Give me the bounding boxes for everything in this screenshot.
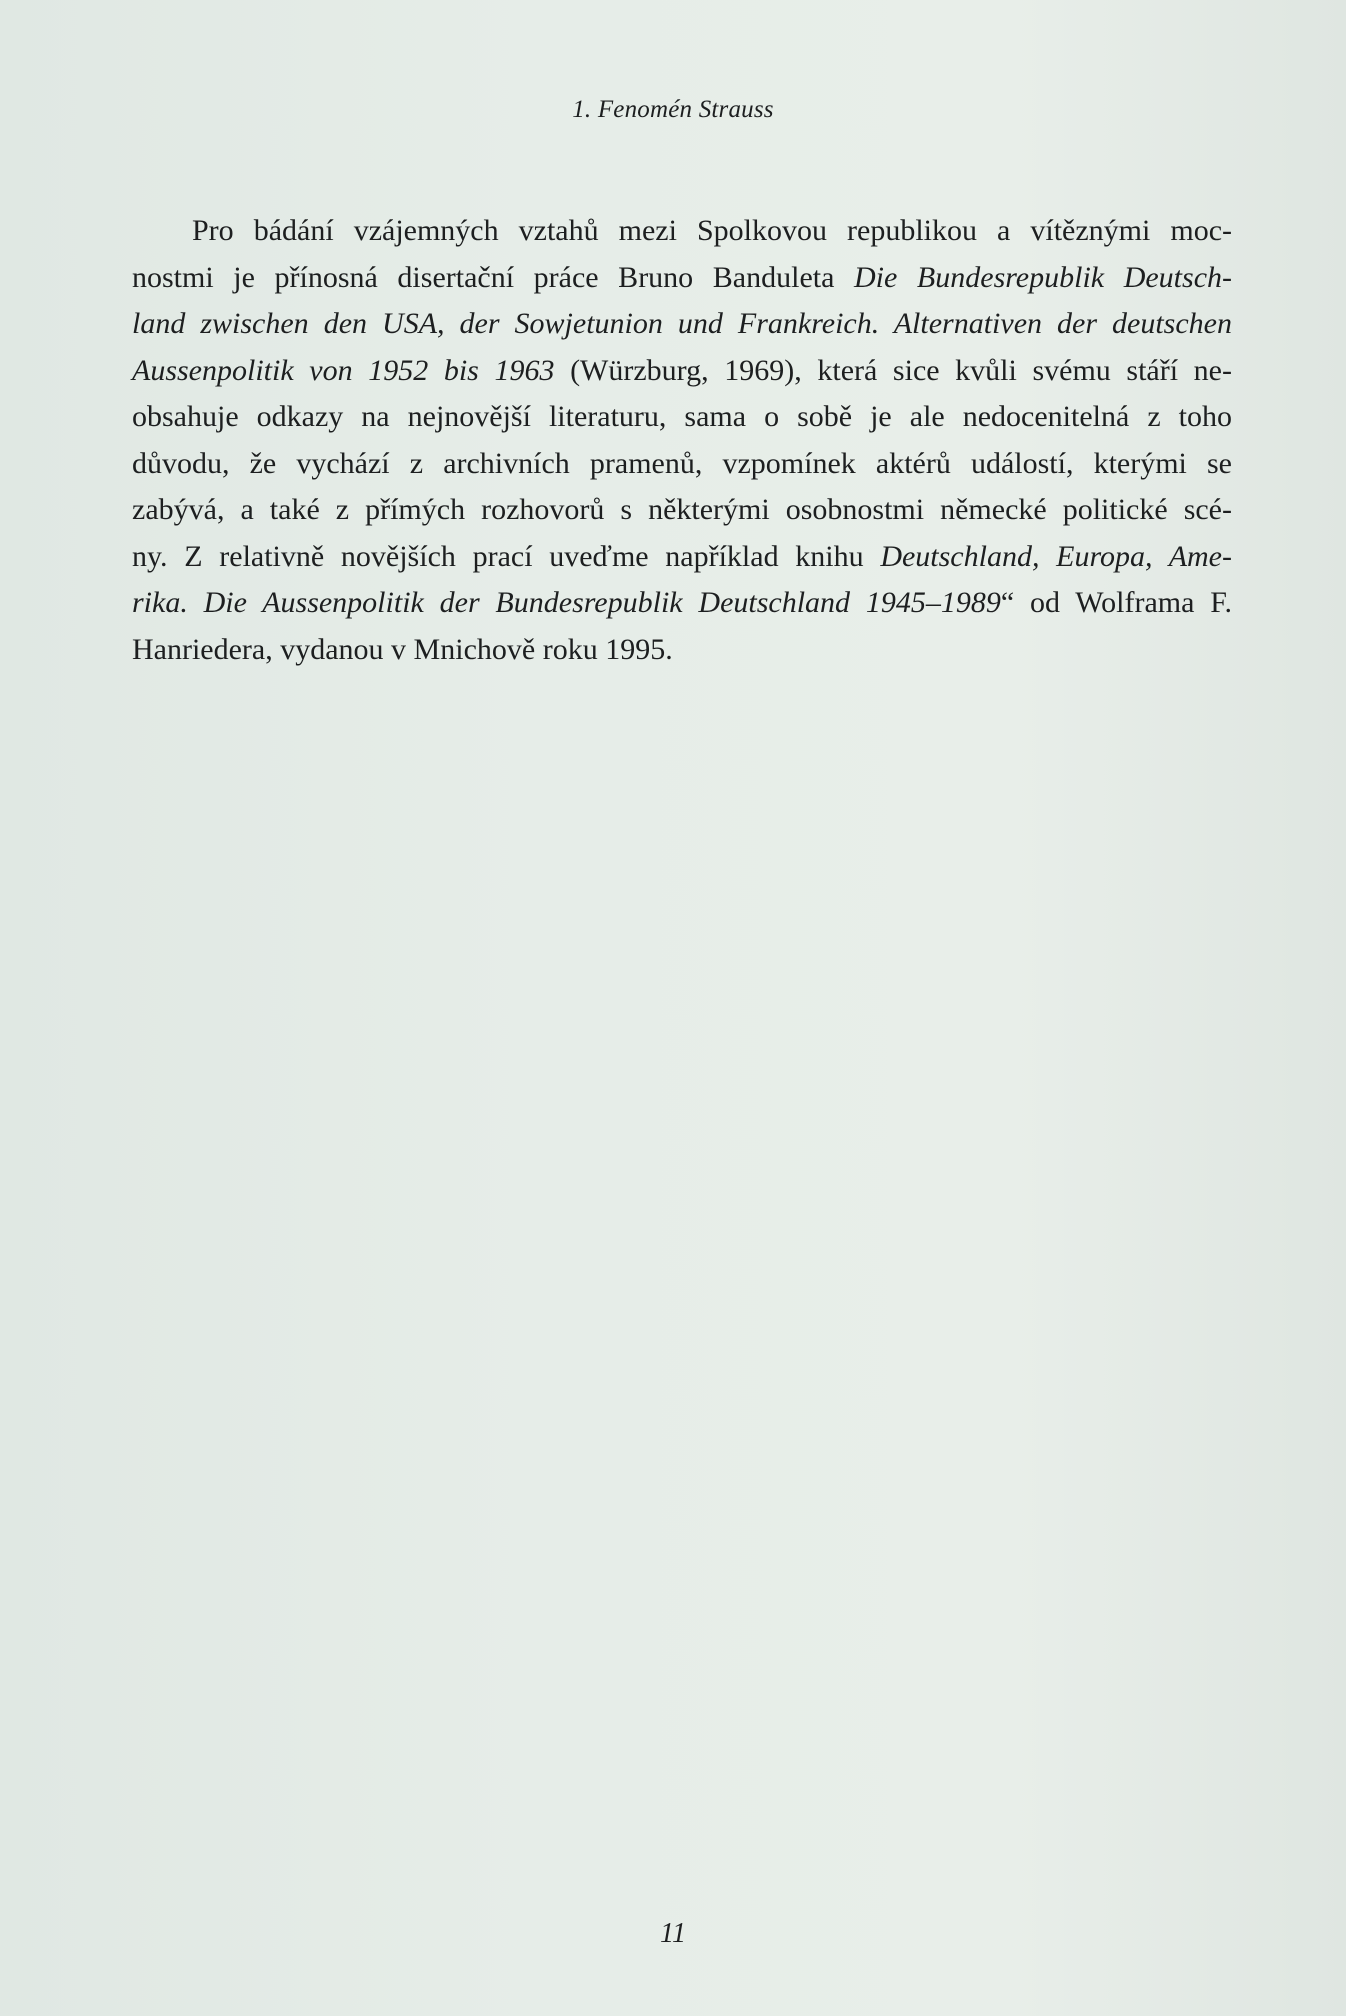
paragraph-line (132, 441, 1232, 488)
paragraph-line (132, 255, 1232, 302)
paragraph-line (132, 301, 1232, 348)
paragraph-line (132, 394, 1232, 441)
text-run: nostmi je přínosná disertační práce Bruno Banduleta (132, 260, 855, 294)
paragraph-text (132, 208, 1232, 673)
text-run: “ od Wolframa F. (1000, 586, 1233, 619)
italic-text-run: land zwischen den USA, der Sowjetunion und Frankreich. Alternativen der deutschen (132, 307, 1232, 340)
paragraph-line (132, 487, 1232, 534)
page-number: 11 (660, 1918, 686, 1949)
italic-text-run: Aussenpolitik von 1952 bis 1963 (132, 353, 555, 387)
body-paragraph (132, 208, 1232, 673)
paragraph-line (132, 627, 1232, 674)
text-run: Pro bádání vzájemných vztahů mezi Spolkovou republikou a vítěznými moc- (192, 214, 1232, 247)
running-head: 1. Fenomén Strauss (572, 96, 774, 123)
italic-text-run: Die Bundesrepublik Deutsch- (854, 260, 1232, 294)
paragraph-line (132, 534, 1232, 581)
text-run: důvodu, že vychází z archivních pramenů, vzpomínek aktérů událostí, kterými se (132, 446, 1232, 480)
text-run: ny. Z relativně novějších prací uveďme například knihu (132, 539, 881, 573)
text-run: Hanriedera, vydanou v Mnichově roku 1995. (132, 632, 673, 666)
text-run: (Würzburg, 1969), která sice kvůli svému stáří ne- (554, 353, 1232, 387)
italic-text-run: Deutschland, Europa, Ame- (880, 539, 1232, 573)
text-run: obsahuje odkazy na nejnovější literaturu, sama o sobě je ale nedocenitelná z toho (132, 400, 1232, 433)
paragraph-line (132, 208, 1232, 255)
text-run: zabývá, a také z přímých rozhovorů s některými osobnostmi německé politické scé- (132, 493, 1232, 526)
italic-text-run: rika. Die Aussenpolitik der Bundesrepublik Deutschland 1945–1989 (132, 586, 1001, 619)
paragraph-line (132, 580, 1232, 627)
paragraph-line (132, 348, 1232, 395)
